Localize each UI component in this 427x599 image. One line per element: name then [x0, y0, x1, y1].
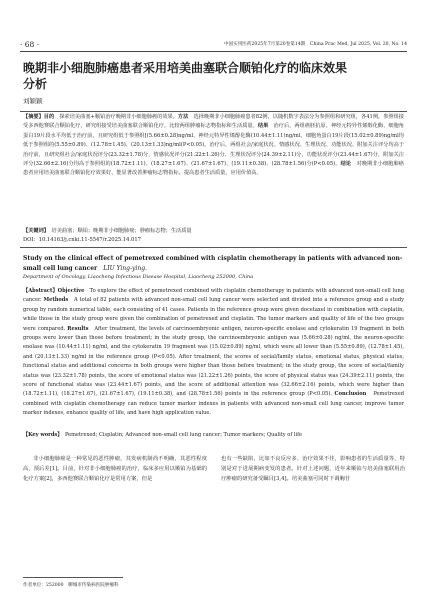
footnote-affiliation: 作者单位：252000 聊城市传染病医院肿瘤科 [23, 583, 119, 588]
english-abstract: 【Abstract】Objective To explore the effect of pemetrexed combined with cisplatin chemotherapy in patients with advanced non-small cell lung cancer. Methods A total of 82 patients with advanced non-small cell lung cancer were selected and divided into a reference group and a study group by random numerical table, each consisting of 41 cases. Patients in the reference group were given docetaxel in combination with cisplatin, while those in the study group were given the combination of pemetrexed and cisplatin. The tumor markers and quality of life of the two groups were compared. Results After treatment, the levels of carcinoembryonic antigen, neuron-specific enolase and cytokeratin 19 fragment in both groups were lower than those before treatment; in the study group, the carcinoembryonic antigen was (5.66±0.28) ng/ml, the neuron-specific enolase was (10.44±1.11) ng/ml, and the cytokeratin 19 fragment was (15.02±0.89) ng/ml, which were all lower than (5.55±0.89), (12.78±1.45), and (20.13±1.33) ng/ml in the reference group (P<0.05). After treatment, the scores of social/family status, emotional status, physical status, functional status and additional concerns in both groups were higher than those before treatment; in the study group, the score of social/family status was (23.32±1.78) points, the score of emotional status was (21.22±1.26) points, the score of physical status was (24.39±2.11) points, the score of functional status was (23.44±1.67) points, and the score of additional attention was (32.66±2.16) points, which were higher than (18.72±1.11), (18.27±1.67), (21.67±1.67), (19.11±0.38), and (28.78±1.56) points in the reference group (P<0.05). Conclusion Pemetrexed combined with cisplatin chemotherapy can reduce tumor marker indexes in patients with advanced non-small cell lung cancer, improve tumor marker indexes, enhance quality of life, and have high application value. [23, 288, 405, 417]
divider [20, 111, 407, 112]
chinese-keywords: 【关键词】 培美曲塞；顺铂；晚期非小细胞肺癌；肿瘤标志物；生活质量 [23, 228, 192, 234]
author: 刘颖颖 [23, 97, 43, 105]
body-text-right-column: 也有一些缺陷，比如不良反应多、治疗效果不佳，影响患者的生活质量等，特别是对于进展期病变发的患者。针对上述问题，近年来顺铂与培美曲塞联用治疗肿瘤的研究备受瞩目[3,4]。培美曲塞可同时下调胸苷 [221, 456, 405, 482]
english-affiliation: Department of Oncology, Liaocheng Infectious Disease Hospital, Liaocheng 252000, China [23, 274, 254, 280]
article-title: 晚期非小细胞肺癌患者采用培美曲塞联合顺铂化疗的临床效果分析 [23, 61, 348, 91]
divider [20, 247, 407, 248]
doi: DOI：10.14163/j.cnki.11-5547/r.2025.14.017 [23, 237, 141, 243]
english-keywords: 【Key words】 Pemetrexed; Cisplatin; Advanced non-small cell lung cancer; Tumor markers; Quality of life [23, 432, 302, 438]
english-title: Study on the clinical effect of pemetrexed combined with cisplatin chemotherapy in patients with advanced non-small cell lung cancer LIU Ying-ying. [23, 255, 403, 272]
chinese-abstract: 【摘要】目的 探索培美曲塞+顺铂治疗晚期非小细胞肺癌的效果。方法 选择晚期非小细胞肺癌患者82例，以随机数字表法分为参照组和研究组，各41例。参照组接受多西他赛联合顺铂化疗，研究组接受培美曲塞联合顺铂化疗。比较两组肿瘤标志物指标和生活质量。结果 治疗后，两组癌胚抗原、神经元特异性烯醇化酶、细胞角蛋白19片段水平均低于治疗前，且研究组低于参照组[(5.66±0.28)ng/ml、神经元特异性烯醇化酶(10.44±1.11)ng/ml、细胞角蛋白19片段(15.02±0.89)ng/ml均低于参照组的(5.55±0.89)、(12.78±1.45)、(20.13±1.33)ng/ml(P<0.05)。治疗后，两组社会/家庭状况、情感状况、生理状况、功能状况、附加关注评分均高于治疗前，且研究组社会/家庭状况评分(23.32±1.78)分，情感状况评分(21.22±1.26)分，生理状况评分(24.39±2.11)分，功能状况评分(23.44±1.67)分，附加关注评分(32.66±2.16)分均高于参照组的(18.72±1.11)、(18.27±1.67)、(21.67±1.67)、(19.11±0.38)、(28.78±1.56)分(P<0.05)。结论 对晚期非小细胞肺癌患者应用培美曲塞联合顺铂化疗效果好，能显著改善肿瘤标志物指标，提高患者生活质量，应用价值高。 [23, 114, 404, 177]
journal-citation: 中国实用医药2025年7月第20卷第14期 China Prac Med, Jul 2025, Vol. 20, No. 14 [223, 42, 407, 47]
footnote-divider [23, 577, 123, 578]
running-header [20, 39, 407, 52]
body-text-left-column: 非小细胞肺癌是一种常见的恶性肿瘤，其发病机制尚不明确，其恶性程度高，预后差[1]。目前，针对非小细胞肺癌的治疗，临床多应用以顺铂为基础的化疗方案[2]，多西他赛联合顺铂化疗是常用方案，但是 [23, 456, 207, 482]
page-number: · 68 · [20, 40, 40, 49]
